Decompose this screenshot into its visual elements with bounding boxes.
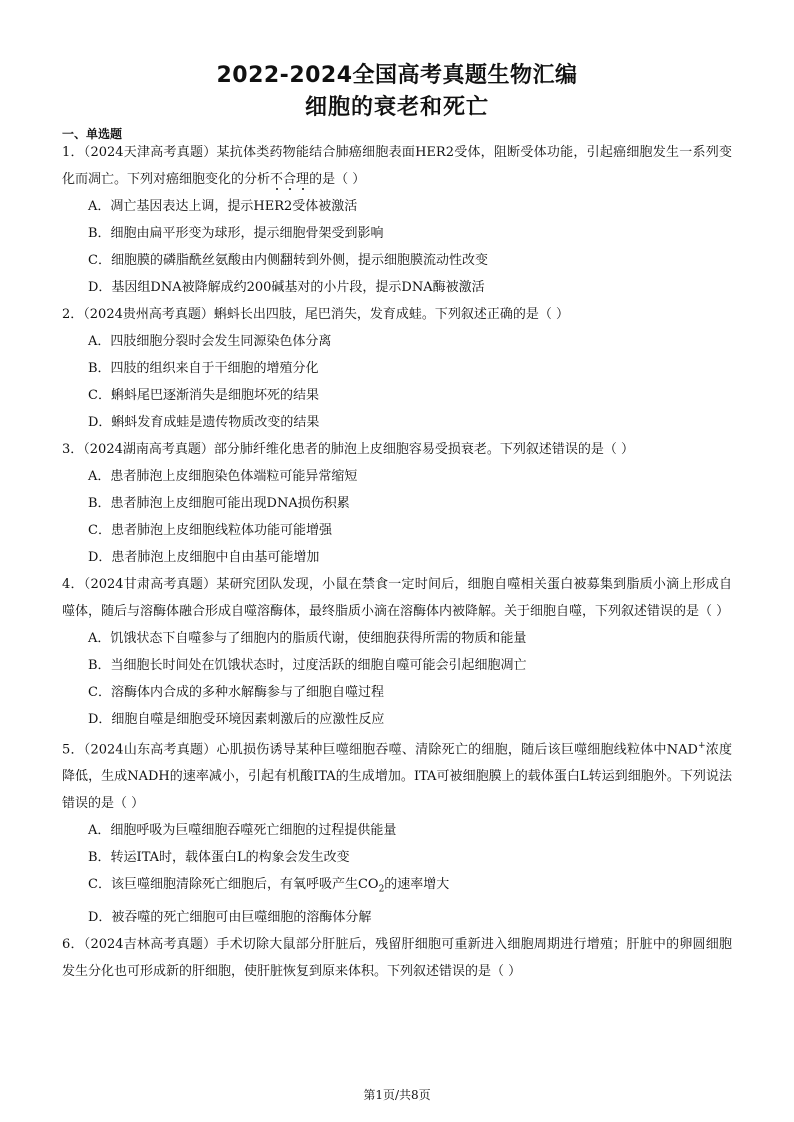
section-heading: 一、单选题 <box>62 127 123 141</box>
question-stem: 2．（2024贵州高考真题）蝌蚪长出四肢，尾巴消失，发育成蛙。下列叙述正确的是（ ） <box>62 307 569 322</box>
option-a: A．四肢细胞分裂时会发生同源染色体分离 <box>88 334 332 349</box>
document-subtitle: 细胞的衰老和死亡 <box>304 95 489 120</box>
stem-text: 的是（ ） <box>309 172 366 187</box>
option-a: A．饥饿状态下自噬参与了细胞内的脂质代谢，使细胞获得所需的物质和能量 <box>88 631 527 646</box>
emphasis-char: 不 <box>270 172 284 187</box>
option-d: D．患者肺泡上皮细胞中自由基可能增加 <box>88 550 320 565</box>
option-c: C．溶酶体内合成的多种水解酶参与了细胞自噬过程 <box>88 685 384 700</box>
option-a: A．患者肺泡上皮细胞染色体端粒可能异常缩短 <box>88 469 358 484</box>
option-b: B．当细胞长时间处在饥饿状态时，过度活跃的细胞自噬可能会引起细胞凋亡 <box>88 658 527 673</box>
option-text: 的速率增大 <box>384 877 450 893</box>
question-stem: 3．（2024湖南高考真题）部分肺纤维化患者的肺泡上皮细胞容易受损衰老。下列叙述错误的是（ ） <box>62 442 634 457</box>
emphasis-char: 理 <box>296 172 310 187</box>
question-5 <box>62 733 732 931</box>
question-1 <box>62 139 732 301</box>
option-a: A．凋亡基因表达上调，提示HER2受体被激活 <box>88 199 358 214</box>
stem-text: 1．（2024天津高考真题）某抗体类药物能结合肺癌细胞表面HER2受体，阻断受体功能，引起癌细胞发生一系列变化而凋亡。下列对癌细胞变化的分析 <box>62 145 732 187</box>
subscript: 2 <box>378 884 385 895</box>
option-d: D．细胞自噬是细胞受环境因素刺激后的应激性反应 <box>88 712 385 727</box>
option-d: D．被吞噬的死亡细胞可由巨噬细胞的溶酶体分解 <box>88 909 372 925</box>
option-b: B．四肢的组织来自于干细胞的增殖分化 <box>88 361 319 376</box>
option-c: C．细胞膜的磷脂酰丝氨酸由内侧翻转到外侧，提示细胞膜流动性改变 <box>88 253 488 268</box>
option-b: B．细胞由扁平形变为球形，提示细胞骨架受到影响 <box>88 226 384 241</box>
option-b: B．转运ITA时，载体蛋白L的构象会发生改变 <box>88 850 350 866</box>
page-footer: 第1页/共8页 <box>363 1088 431 1102</box>
option-a: A．细胞呼吸为巨噬细胞吞噬死亡细胞的过程提供能量 <box>88 823 397 839</box>
emphasis-char: 合 <box>283 172 297 187</box>
question-stem: 4．（2024甘肃高考真题）某研究团队发现，小鼠在禁食一定时间后，细胞自噬相关蛋白被募集到脂质小滴上形成自噬体，随后与溶酶体融合形成自噬溶酶体，最终脂质小滴在溶酶体内被降解。关于细胞自噬，下列叙述错误的是（ ） <box>62 577 732 619</box>
option-c <box>62 871 732 904</box>
option-c: C．蝌蚪尾巴逐渐消失是细胞坏死的结果 <box>88 388 319 403</box>
question-3 <box>62 436 732 571</box>
question-2 <box>62 301 732 436</box>
option-d: D．基因组DNA被降解成约200碱基对的小片段，提示DNA酶被激活 <box>88 280 485 295</box>
question-list <box>62 139 732 985</box>
stem-text: 浓度降低，生成NADH的速率减小，引起有机酸ITA的生成增加。ITA可被细胞膜上的载体蛋白L转运到细胞外。下列说法错误的是（ ） <box>62 742 732 812</box>
question-6 <box>62 931 732 985</box>
option-b: B．患者肺泡上皮细胞可能出现DNA损伤积累 <box>88 496 350 511</box>
question-4 <box>62 571 732 733</box>
question-stem: 6．（2024吉林高考真题）手术切除大鼠部分肝脏后，残留肝细胞可重新进入细胞周期进行增殖；肝脏中的卵圆细胞发生分化也可形成新的肝细胞，使肝脏恢复到原来体积。下列叙述错误的是（ ） <box>62 936 732 979</box>
document-title: 2022-2024全国高考真题生物汇编 <box>216 63 578 88</box>
stem-text: 5．（2024山东高考真题）心肌损伤诱导某种巨噬细胞吞噬、清除死亡的细胞，随后该巨噬细胞线粒体中NAD <box>62 742 698 758</box>
superscript: + <box>697 741 706 751</box>
option-text: C．该巨噬细胞清除死亡细胞后，有氧呼吸产生CO <box>88 877 379 893</box>
question-stem <box>62 139 732 193</box>
option-d: D．蝌蚪发育成蛙是遗传物质改变的结果 <box>88 415 320 430</box>
question-stem <box>62 733 732 817</box>
option-c: C．患者肺泡上皮细胞线粒体功能可能增强 <box>88 523 332 538</box>
